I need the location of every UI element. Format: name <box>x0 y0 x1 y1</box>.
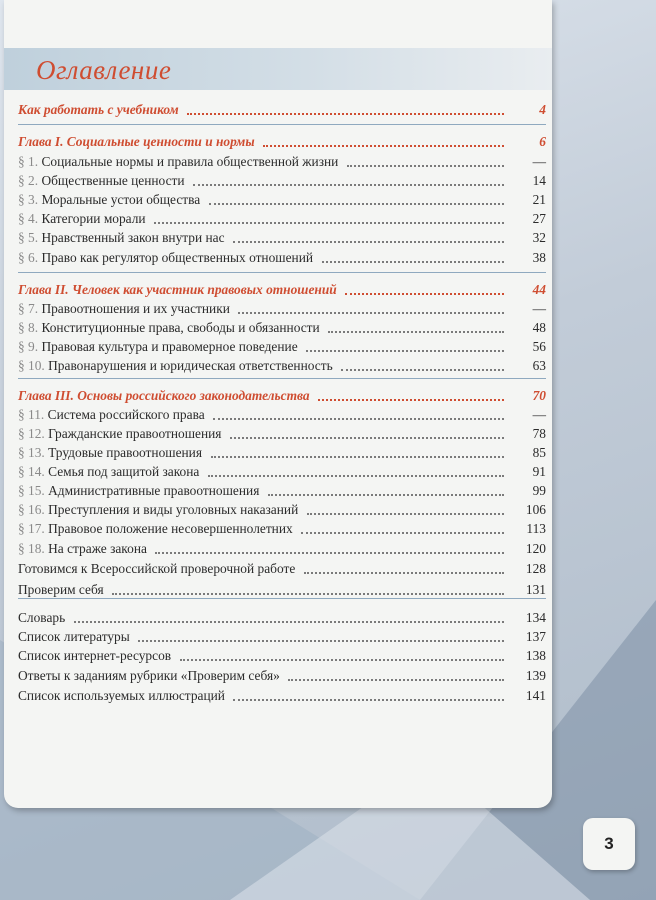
toc-entry[interactable] <box>18 337 546 357</box>
leader-dots <box>233 699 504 701</box>
toc-page-number: 128 <box>525 561 546 576</box>
toc-entry[interactable] <box>18 646 546 666</box>
leader-dots <box>233 241 504 243</box>
toc-entry[interactable] <box>18 627 546 647</box>
toc-title: Глава I. Социальные ценности и нормы <box>18 134 255 149</box>
toc-title: Как работать с учебником <box>18 102 179 117</box>
toc-entry[interactable] <box>18 171 546 191</box>
section-number: § 9. <box>18 339 42 354</box>
section-divider <box>18 124 546 125</box>
toc-page-number: 139 <box>525 668 546 683</box>
toc-label <box>18 666 280 686</box>
toc-entry[interactable] <box>18 405 546 425</box>
toc-label <box>18 481 259 501</box>
toc-page-number: 138 <box>525 648 546 663</box>
leader-dots <box>263 145 504 147</box>
toc-label <box>18 686 225 706</box>
leader-dots <box>209 203 504 205</box>
page-number: 3 <box>583 818 635 870</box>
toc-entry[interactable] <box>18 318 546 338</box>
toc-label <box>18 248 313 268</box>
toc-label <box>18 559 295 579</box>
toc-title: На страже закона <box>48 541 147 556</box>
toc-label <box>18 132 255 152</box>
toc-entry[interactable] <box>18 209 546 229</box>
leader-dots <box>138 640 504 642</box>
toc-entry[interactable] <box>18 559 546 579</box>
section-number: § 18. <box>18 541 49 556</box>
toc-page-number: 32 <box>532 230 546 245</box>
leader-dots <box>154 222 504 224</box>
toc-label <box>18 209 146 229</box>
section-number: § 5. <box>18 230 42 245</box>
toc-title: Список используемых иллюстраций <box>18 688 225 703</box>
leader-dots <box>341 369 504 371</box>
toc-label <box>18 646 171 666</box>
toc-title: Словарь <box>18 610 66 625</box>
toc-title: Проверим себя <box>18 582 104 597</box>
toc-chapter[interactable] <box>18 386 546 406</box>
section-divider <box>18 598 546 599</box>
section-number: § 17. <box>18 521 49 536</box>
toc-entry[interactable] <box>18 248 546 268</box>
toc-entry[interactable] <box>18 228 546 248</box>
section-number: § 15. <box>18 483 49 498</box>
toc-label <box>18 443 202 463</box>
toc-title: Система российского права <box>47 407 205 422</box>
leader-dots <box>268 494 504 496</box>
toc-page-number: 141 <box>525 688 546 703</box>
leader-dots <box>193 184 504 186</box>
toc-entry[interactable] <box>18 356 546 376</box>
toc-title: Моральные устои общества <box>41 192 201 207</box>
toc-page-number: 134 <box>525 610 546 625</box>
leader-dots <box>187 113 504 115</box>
leader-dots <box>208 475 504 477</box>
toc-title: Преступления и виды уголовных наказаний <box>48 502 299 517</box>
toc-page-number: 56 <box>532 339 546 354</box>
toc-label <box>18 190 200 210</box>
toc-page-number: 48 <box>532 320 546 335</box>
toc-title: Правонарушения и юридическая ответственность <box>48 358 333 373</box>
toc-label <box>18 152 338 172</box>
toc-label <box>18 386 310 406</box>
toc-title: Глава II. Человек как участник правовых отношений <box>18 282 337 297</box>
section-number: § 6. <box>18 250 42 265</box>
leader-dots <box>288 679 504 681</box>
toc-entry[interactable] <box>18 190 546 210</box>
section-number: § 10. <box>18 358 49 373</box>
toc-page-number: 44 <box>532 282 546 297</box>
toc-page-number: 6 <box>539 134 546 149</box>
toc-title: Готовимся к Всероссийской проверочной работе <box>18 561 296 576</box>
toc-label <box>18 337 298 357</box>
toc-page-number: 78 <box>532 426 546 441</box>
toc-page-number: 27 <box>532 211 546 226</box>
toc-page-number: 106 <box>525 502 546 517</box>
toc-page-number: 131 <box>525 582 546 597</box>
toc-title: Гражданские правоотношения <box>48 426 222 441</box>
toc-page-number: 91 <box>532 464 546 479</box>
leader-dots <box>328 331 504 333</box>
toc-label <box>18 627 130 647</box>
toc-page-number: 137 <box>525 629 546 644</box>
leader-dots <box>318 399 504 401</box>
section-number: § 2. <box>18 173 42 188</box>
toc-entry[interactable] <box>18 424 546 444</box>
toc-entry[interactable] <box>18 666 546 686</box>
toc-title: Семья под защитой закона <box>48 464 200 479</box>
toc-entry[interactable] <box>18 539 546 559</box>
toc-title: Конституционные права, свободы и обязанности <box>41 320 320 335</box>
toc-label <box>18 608 65 628</box>
toc-entry[interactable] <box>18 580 546 600</box>
toc-title: Ответы к заданиям рубрики «Проверим себя» <box>18 668 280 683</box>
toc-label <box>18 356 333 376</box>
toc-page-number: — <box>532 154 546 169</box>
section-divider <box>18 272 546 273</box>
toc-chapter[interactable] <box>18 100 546 120</box>
toc-title: Правовая культура и правомерное поведение <box>41 339 298 354</box>
toc-chapter[interactable] <box>18 132 546 152</box>
toc-label <box>18 539 147 559</box>
toc-entry[interactable] <box>18 299 546 319</box>
leader-dots <box>112 593 504 595</box>
toc-title: Общественные ценности <box>41 173 185 188</box>
section-number: § 8. <box>18 320 42 335</box>
toc-page-number: 38 <box>532 250 546 265</box>
toc-title: Административные правоотношения <box>48 483 260 498</box>
toc-label <box>18 228 225 248</box>
section-number: § 1. <box>18 154 42 169</box>
toc-title: Список литературы <box>18 629 130 644</box>
toc-entry[interactable] <box>18 500 546 520</box>
toc-page-number: 113 <box>526 521 546 536</box>
leader-dots <box>304 572 504 574</box>
toc-entry[interactable] <box>18 481 546 501</box>
toc-label <box>18 280 337 300</box>
toc-page-number: 120 <box>525 541 546 556</box>
section-number: § 11. <box>18 407 48 422</box>
page-sheet <box>4 0 552 808</box>
toc-page-number: 4 <box>539 102 546 117</box>
toc-title: Нравственный закон внутри нас <box>41 230 225 245</box>
toc-entry[interactable] <box>18 519 546 539</box>
toc-label <box>18 519 293 539</box>
toc-label <box>18 462 199 482</box>
toc-label <box>18 405 205 425</box>
toc-title: Категории морали <box>41 211 146 226</box>
toc-label <box>18 171 185 191</box>
section-number: § 3. <box>18 192 42 207</box>
leader-dots <box>180 659 504 661</box>
leader-dots <box>306 350 504 352</box>
toc-chapter[interactable] <box>18 280 546 300</box>
toc-page-number: 21 <box>532 192 546 207</box>
section-number: § 16. <box>18 502 49 517</box>
leader-dots <box>347 165 504 167</box>
toc-page-number: — <box>532 407 546 422</box>
toc-page-number: 14 <box>532 173 546 188</box>
leader-dots <box>322 261 504 263</box>
toc-entry[interactable] <box>18 443 546 463</box>
toc-page-number: 99 <box>532 483 546 498</box>
toc-label <box>18 100 179 120</box>
toc-label <box>18 500 298 520</box>
toc-title: Социальные нормы и правила общественной жизни <box>41 154 339 169</box>
toc-label <box>18 318 320 338</box>
leader-dots <box>238 312 504 314</box>
toc-entry[interactable] <box>18 686 546 706</box>
section-number: § 7. <box>18 301 42 316</box>
toc-title: Список интернет-ресурсов <box>18 648 172 663</box>
toc-label <box>18 424 221 444</box>
leader-dots <box>155 552 504 554</box>
section-number: § 13. <box>18 445 49 460</box>
leader-dots <box>211 456 504 458</box>
toc-label <box>18 580 104 600</box>
section-number: § 14. <box>18 464 49 479</box>
leader-dots <box>307 513 504 515</box>
leader-dots <box>230 437 504 439</box>
toc-label <box>18 299 230 319</box>
toc-page-number: — <box>532 301 546 316</box>
toc-entry[interactable] <box>18 152 546 172</box>
section-divider <box>18 378 546 379</box>
leader-dots <box>345 293 504 295</box>
toc-entry[interactable] <box>18 462 546 482</box>
leader-dots <box>74 621 504 623</box>
leader-dots <box>213 418 504 420</box>
toc-title: Правовое положение несовершеннолетних <box>48 521 293 536</box>
toc-title: Трудовые правоотношения <box>48 445 203 460</box>
toc-entry[interactable] <box>18 608 546 628</box>
page-title: Оглавление <box>36 55 172 85</box>
toc-title: Правоотношения и их участники <box>41 301 230 316</box>
toc-title: Право как регулятор общественных отношений <box>41 250 314 265</box>
leader-dots <box>301 532 504 534</box>
section-number: § 12. <box>18 426 49 441</box>
toc-page-number: 70 <box>532 388 546 403</box>
toc-page-number: 85 <box>532 445 546 460</box>
section-number: § 4. <box>18 211 42 226</box>
toc-page-number: 63 <box>532 358 546 373</box>
toc-title: Глава III. Основы российского законодательства <box>18 388 310 403</box>
